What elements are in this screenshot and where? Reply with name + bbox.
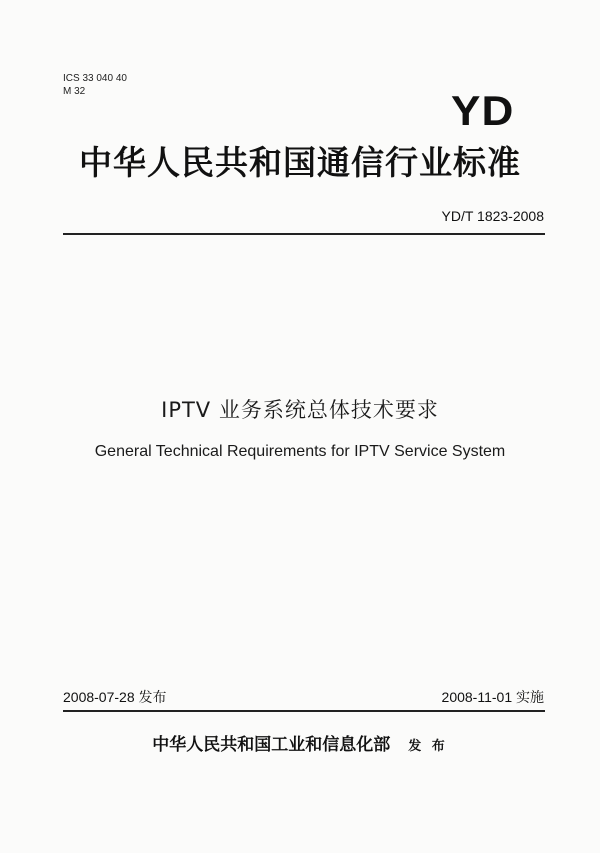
ics-block	[63, 72, 127, 98]
document-title-cn: IPTV 业务系统总体技术要求	[161, 398, 439, 422]
ics-code: ICS 33 040 40	[63, 73, 127, 84]
yd-logo: YD	[450, 87, 514, 134]
classification-code: M 32	[63, 86, 86, 97]
document-title-en: General Technical Requirements for IPTV Service System	[94, 443, 506, 460]
publisher-verb: 发 布	[408, 739, 448, 754]
release-date-line	[63, 689, 167, 706]
implement-label: 实施	[516, 689, 544, 705]
implement-date: 2008-11-01	[441, 689, 513, 705]
publisher-line	[0, 734, 600, 758]
release-label: 发布	[138, 689, 167, 705]
bottom-divider	[63, 710, 545, 712]
publisher-name: 中华人民共和国工业和信息化部	[152, 735, 391, 755]
top-divider	[63, 233, 545, 235]
standard-code: YD/T 1823-2008	[441, 208, 544, 224]
standard-title: 中华人民共和国通信行业标准	[79, 143, 521, 182]
implement-date-line	[442, 689, 544, 706]
release-date: 2008-07-28	[63, 689, 135, 705]
